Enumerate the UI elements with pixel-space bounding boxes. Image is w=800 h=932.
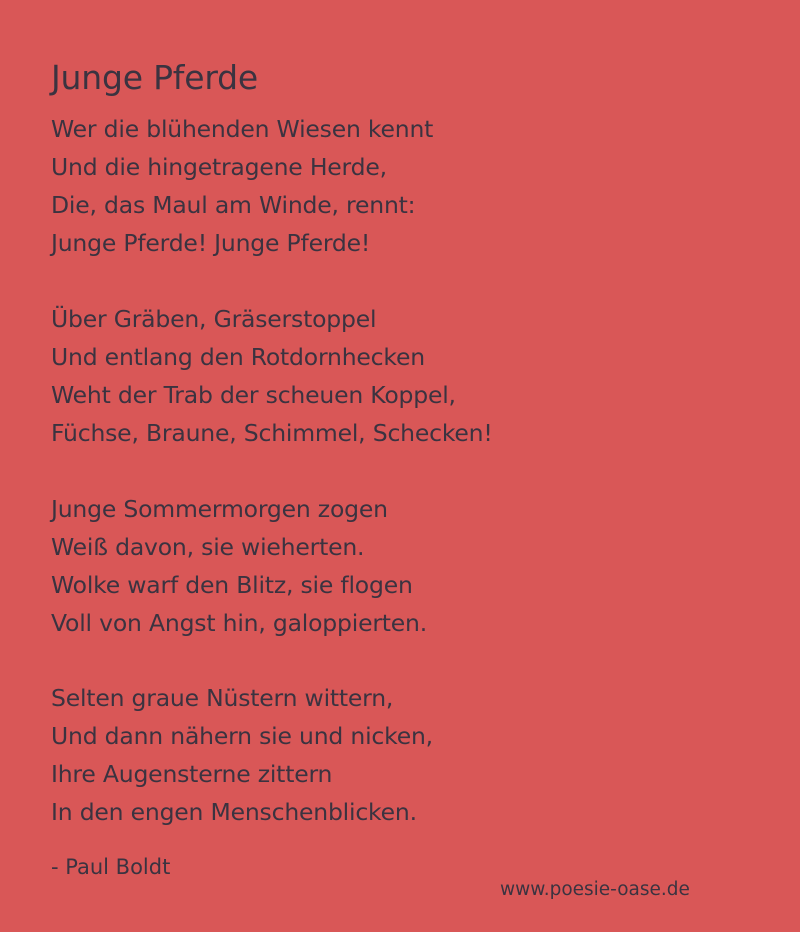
poem-line: Füchse, Braune, Schimmel, Schecken! — [51, 419, 493, 447]
stanza-4 — [51, 679, 433, 831]
poem-line: Wer die blühenden Wiesen kennt — [51, 115, 434, 143]
poem-line: Selten graue Nüstern wittern, — [51, 684, 394, 712]
poem-line: Weiß davon, sie wieherten. — [51, 533, 365, 561]
stanza-1 — [51, 110, 433, 262]
poem-line: In den engen Menschenblicken. — [51, 798, 417, 826]
poem-line: Weht der Trab der scheuen Koppel, — [51, 381, 456, 409]
poem-line: Und dann nähern sie und nicken, — [51, 722, 433, 750]
poem-line: Und entlang den Rotdornhecken — [51, 343, 425, 371]
website-link[interactable]: www.poesie-oase.de — [500, 879, 690, 900]
poem-line: Über Gräben, Gräserstoppel — [51, 305, 377, 333]
poem-line: Junge Pferde! Junge Pferde! — [51, 229, 371, 257]
poem-line: Junge Sommermorgen zogen — [51, 495, 388, 523]
poem-author: - Paul Boldt — [51, 855, 171, 879]
poem-line: Voll von Angst hin, galoppierten. — [51, 609, 428, 637]
stanza-2 — [51, 300, 493, 452]
poem-title: Junge Pferde — [51, 58, 258, 97]
poem-line: Die, das Maul am Winde, rennt: — [51, 191, 416, 219]
poem-line: Ihre Augensterne zittern — [51, 760, 333, 788]
poem-line: Und die hingetragene Herde, — [51, 153, 387, 181]
stanza-3 — [51, 490, 427, 642]
poem-line: Wolke warf den Blitz, sie flogen — [51, 571, 413, 599]
